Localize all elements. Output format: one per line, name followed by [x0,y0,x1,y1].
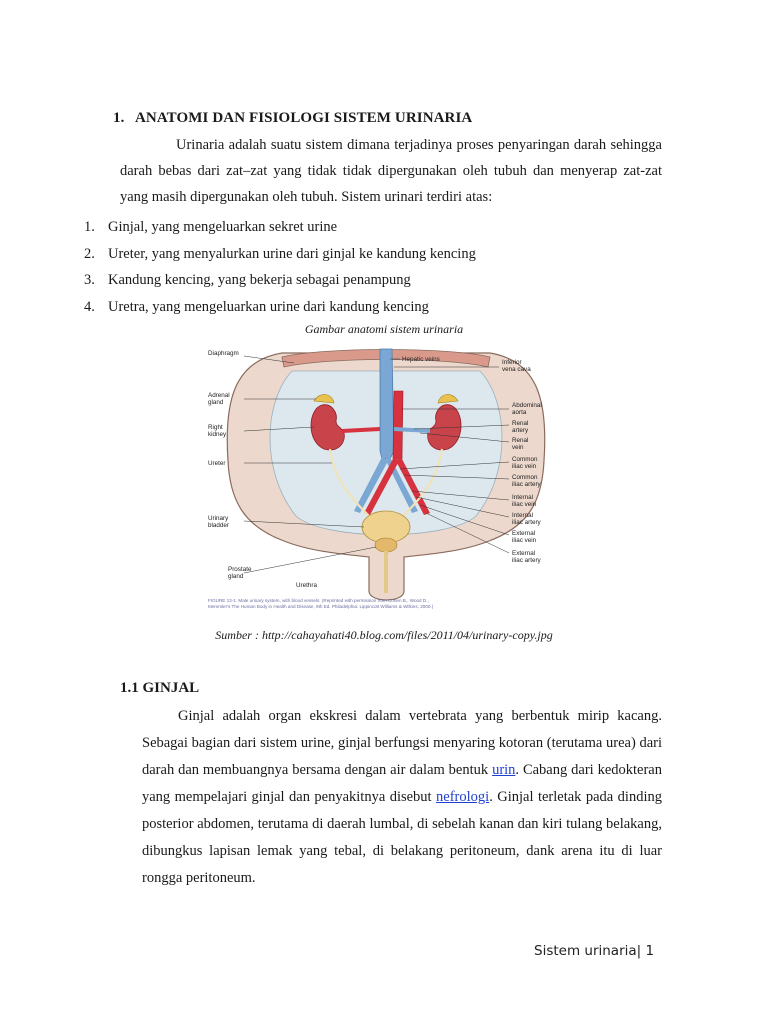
list-item [84,214,476,241]
label-urethra: Urethra [296,582,317,589]
label-iliac-vein: iliac vein [512,463,537,470]
urinary-system-figure [204,341,568,611]
figure-source: Sumber : http://cahayahati40.blog.com/files/2011/04/urinary-copy.jpg [215,628,553,642]
label-prostate-gland: gland [228,573,244,580]
label-ureter: Ureter [208,460,226,467]
list-number: 2. [84,245,95,262]
label-diaphragm: Diaphragm [208,350,239,357]
subsection-heading: 1.1 GINJAL [120,680,200,696]
label-external-a: External [512,550,536,557]
figure-caption: Gambar anatomi sistem urinaria [304,322,464,336]
intro-paragraph [120,132,662,210]
label-renal-v: Renal [512,437,529,444]
label-common-v: Common [512,456,538,463]
label-aorta: aorta [512,409,527,416]
label-internal-a: Internal [512,512,534,519]
label-internal-v: Internal [512,494,534,501]
link-nefrologi[interactable]: nefrologi [436,789,490,805]
list-item [84,294,476,321]
list-item [84,241,476,268]
label-kidney: kidney [208,431,227,438]
list-number: 1. [84,219,95,235]
label-ext-iliac-vein: iliac vein [512,537,537,544]
section-number: 1. [113,110,125,126]
label-common-a: Common [512,474,538,481]
label-abdominal: Abdominal [512,402,542,409]
section-title: ANATOMI DAN FISIOLOGI SISTEM URINARIA [135,110,473,126]
ginjal-text-part1: Ginjal adalah organ ekskresi dalam vertebrata yang berbentuk mirip kacang. Sebagai bagian dari sistem urine, ginjal berfungsi menyaring kotoran (terutama urea) dari darah dan membuangnya bersama dengan air dalam bentuk [142,708,662,778]
ginjal-paragraph [142,703,662,892]
section-heading [113,110,472,127]
list-text: Uretra, yang mengeluarkan urine dari kandung kencing [108,298,429,315]
label-adrenal: Adrenal [208,392,230,399]
label-int-iliac-artery: iliac artery [512,519,541,526]
label-hepatic-veins: Hepatic veins [402,356,440,363]
label-urinary: Urinary [208,515,229,522]
ginjal-text [142,703,662,892]
list-text: Ginjal, yang mengeluarkan sekret urine [108,219,338,235]
link-urin[interactable]: urin [492,762,516,778]
label-bladder: bladder [208,522,230,529]
intro-text: Urinaria adalah suatu sistem dimana terjadinya proses penyaringan darah sehingga darah bebas dari zat–zat yang tidak tidak dipergunakan oleh tubuh dan menyerap zat-zat yang masih dipergunakan oleh tubuh. Sistem urinari terdiri atas: [120,137,662,205]
label-inferior: Inferior [502,359,522,366]
label-gland: gland [208,399,224,406]
label-right: Right [208,424,223,431]
urinary-components-list [84,214,476,320]
label-external-v: External [512,530,536,537]
label-prostate: Prostate [228,566,252,573]
label-iliac-artery: iliac artery [512,481,541,488]
label-int-iliac-vein: iliac vein [512,501,537,508]
ginjal-text-part3: . Ginjal terletak pada dinding posterior abdomen, terutama di daerah lumbal, di sebelah kanan dan kiri tulang belakang, dibungkus lapisan lemak yang tebal, di belakang peritoneum, dank arena itu di luar rongga peritoneum. [142,789,662,886]
list-text: Ureter, yang menyalurkan urine dari ginjal ke kandung kencing [108,245,476,262]
label-vena-cava: vena cava [502,366,531,373]
list-number: 3. [84,272,95,288]
list-text: Kandung kencing, yang bekerja sebagai penampung [108,272,411,288]
label-ext-iliac-artery: iliac artery [512,557,541,564]
figure-credit-line2: Memmler's The Human Body in Health and Disease, 9th Ed. Philadelphia: Lippincott Williams & Wilkins, 2000.) [208,604,434,609]
label-vein: vein [512,444,524,451]
label-renal-a: Renal [512,420,529,427]
ginjal-text-part2: . Cabang dari kedokteran yang mempelajari ginjal dan penyakitnya disebut [142,762,662,805]
label-artery: artery [512,427,529,434]
list-item [84,267,476,294]
page-footer: Sistem urinaria| 1 [534,943,655,959]
list-number: 4. [84,298,95,315]
figure-credit-line1: FIGURE 13-1. Male urinary system, with blood vessels. (Reprinted with permission from Cohen B., Wood D., [208,598,429,603]
